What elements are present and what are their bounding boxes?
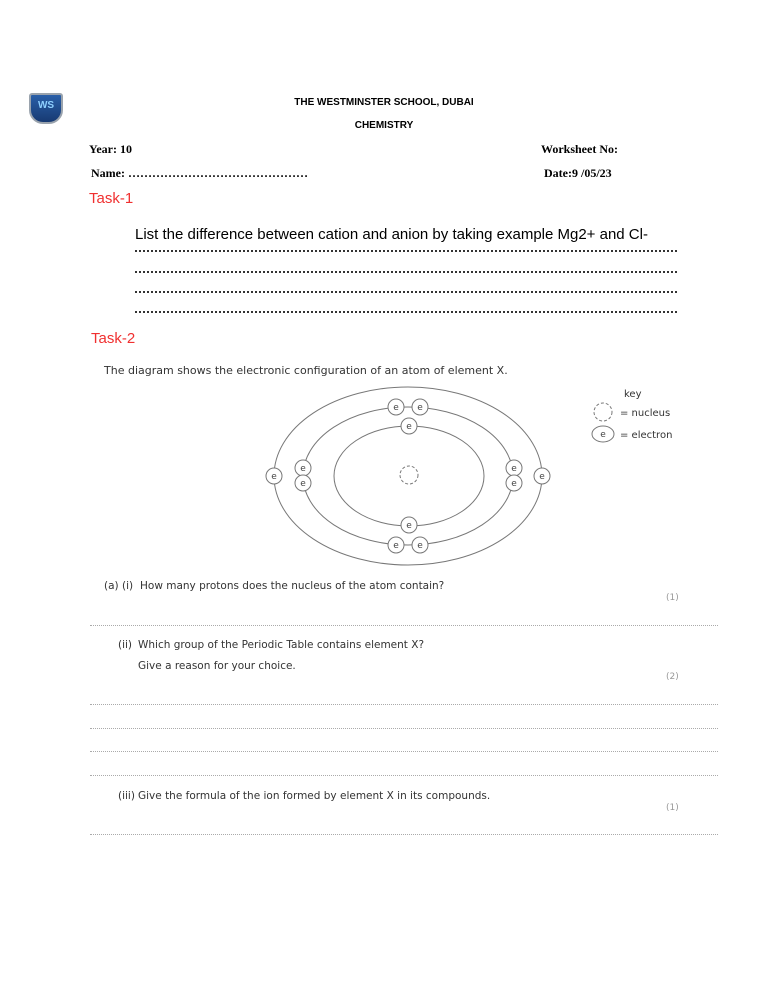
electron-symbol: e — [511, 464, 517, 474]
question-iii-marks: (1) — [666, 803, 679, 813]
question-ii-text: Which group of the Periodic Table contains element X? — [138, 639, 425, 651]
electron-symbol: e — [406, 521, 412, 531]
nucleus — [400, 466, 418, 484]
electron-symbol: e — [417, 541, 423, 551]
year-label: Year: 10 — [89, 142, 132, 156]
electron-symbol: e — [406, 422, 412, 432]
electron-symbol: e — [417, 403, 423, 413]
electron-symbol: e — [300, 464, 306, 474]
key-electron-symbol: e — [600, 430, 606, 440]
answer-line[interactable] — [90, 751, 718, 752]
key-nucleus-label: = nucleus — [620, 408, 671, 419]
logo-text: WS — [37, 100, 55, 111]
electron-symbol: e — [393, 403, 399, 413]
subject-title: CHEMISTRY — [354, 120, 414, 131]
task1-question: List the difference between cation and anion by taking example Mg2+ and Cl- — [135, 226, 648, 243]
answer-line[interactable] — [90, 704, 718, 705]
question-i-text: How many protons does the nucleus of the atom contain? — [140, 580, 445, 592]
electron-symbol: e — [271, 472, 277, 482]
question-iii-text: Give the formula of the ion formed by element X in its compounds. — [138, 790, 491, 802]
answer-line[interactable] — [90, 834, 718, 835]
key-title: key — [624, 389, 642, 400]
inner-shell — [334, 426, 484, 526]
answer-line[interactable] — [90, 775, 718, 776]
task2-title: Task-2 — [91, 330, 136, 347]
worksheet-label: Worksheet No: — [541, 142, 618, 156]
name-field[interactable]: Name: ……………………………………… — [91, 166, 308, 180]
key-nucleus-icon — [594, 403, 612, 421]
school-name: THE WESTMINSTER SCHOOL, DUBAI — [294, 97, 474, 108]
answer-line[interactable] — [90, 728, 718, 729]
electron-symbol: e — [393, 541, 399, 551]
question-i-number: (i) — [122, 580, 134, 592]
electron-symbol: e — [511, 479, 517, 489]
question-ii-number: (ii) — [118, 639, 133, 651]
electron-symbol: e — [539, 472, 545, 482]
electron-symbol: e — [300, 479, 306, 489]
answer-line[interactable] — [90, 625, 718, 626]
task1-title: Task-1 — [89, 190, 134, 207]
key-electron-label: = electron — [620, 430, 673, 441]
question-i-marks: (1) — [666, 593, 679, 603]
task2-intro: The diagram shows the electronic configuration of an atom of element X. — [104, 364, 508, 377]
question-ii-text2: Give a reason for your choice. — [138, 660, 296, 672]
question-part-a: (a) — [104, 580, 119, 592]
question-ii-marks: (2) — [666, 672, 679, 682]
question-iii-number: (iii) — [118, 790, 135, 802]
date-label: Date:9 /05/23 — [544, 166, 612, 180]
outer-shell — [274, 387, 542, 565]
